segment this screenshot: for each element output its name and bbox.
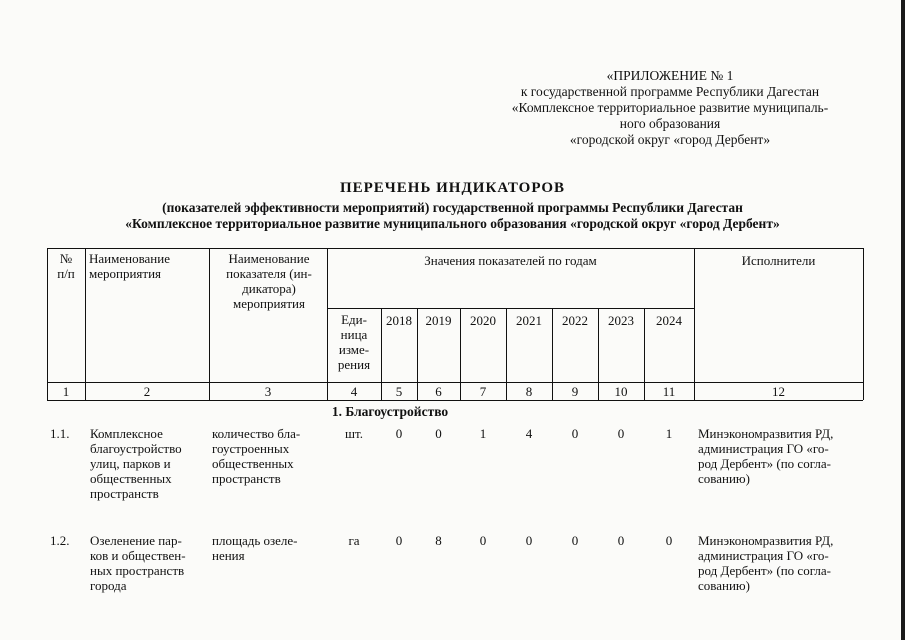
column-number-3: 3 (264, 384, 272, 399)
column-number-7: 7 (479, 384, 487, 399)
row-executor: Минэкономразвития РД, администрация ГО «го- род Дербент» (по согла- сованию) (698, 426, 834, 486)
column-number-4: 4 (350, 384, 358, 399)
header-year-2024: 2024 (656, 313, 682, 328)
row-value-2020: 0 (479, 533, 487, 548)
header-executors: Исполнители (741, 253, 816, 268)
row-number: 1.2. (50, 533, 70, 548)
row-value-2019: 0 (435, 426, 442, 441)
header-year-2022: 2022 (562, 313, 588, 328)
row-unit: шт. (345, 426, 363, 441)
row-value-2023: 0 (617, 533, 625, 548)
column-number-10: 10 (614, 384, 628, 399)
scan-edge (901, 0, 905, 640)
document-subtitle-2: «Комплексное территориальное развитие муниципального образования «городской округ «город Дербент» (125, 216, 780, 231)
column-number-11: 11 (662, 384, 676, 399)
appendix-line-4: ного образования (619, 116, 721, 131)
row-value-2021: 0 (525, 533, 533, 548)
row-value-2022: 0 (571, 426, 579, 441)
row-value-2022: 0 (571, 533, 579, 548)
header-event: Наименование мероприятия (89, 251, 170, 281)
column-number-5: 5 (395, 384, 403, 399)
column-number-9: 9 (571, 384, 579, 399)
row-value-2024: 0 (665, 533, 673, 548)
header-unit: Еди- ница изме- рения (337, 312, 371, 372)
row-event: Озеленение пар- ков и обществен- ных пространств города (90, 533, 186, 593)
appendix-line-1: «ПРИЛОЖЕНИЕ № 1 (606, 68, 734, 83)
row-event: Комплексное благоустройство улиц, парков и общественных пространств (90, 426, 182, 501)
row-value-2021: 4 (525, 426, 533, 441)
row-value-2020: 1 (479, 426, 487, 441)
header-indicator: Наименование показателя (ин- дикатора) мероприятия (226, 251, 312, 311)
column-number-6: 6 (435, 384, 442, 399)
column-number-2: 2 (143, 384, 151, 399)
row-value-2024: 1 (665, 426, 673, 441)
appendix-line-3: «Комплексное территориальное развитие муниципаль- (511, 100, 829, 115)
header-year-2018: 2018 (386, 313, 412, 328)
row-executor: Минэкономразвития РД, администрация ГО «го- род Дербент» (по согла- сованию) (698, 533, 834, 593)
header-values-group: Значения показателей по годам (424, 253, 597, 268)
document-subtitle-1: (показателей эффективности мероприятий) государственной программы Республики Дагестан (162, 200, 743, 215)
header-year-2019: 2019 (425, 313, 452, 328)
row-indicator: количество бла- гоустроенных общественных пространств (212, 426, 301, 486)
row-unit: га (348, 533, 360, 548)
appendix-line-2: к государственной программе Республики Дагестан (520, 84, 820, 99)
header-year-2023: 2023 (608, 313, 634, 328)
row-indicator: площадь озеле- нения (212, 533, 298, 563)
header-year-2020: 2020 (470, 313, 496, 328)
row-value-2018: 0 (395, 426, 403, 441)
header-num: № п/п (57, 251, 75, 281)
row-value-2019: 8 (435, 533, 442, 548)
appendix-line-5: «городской округ «город Дербент» (569, 132, 771, 147)
document-title: ПЕРЕЧЕНЬ ИНДИКАТОРОВ (339, 180, 566, 196)
column-number-1: 1 (62, 384, 70, 399)
row-value-2018: 0 (395, 533, 403, 548)
header-year-2021: 2021 (516, 313, 542, 328)
column-number-8: 8 (525, 384, 533, 399)
appendix-block (470, 68, 870, 148)
section-title: 1. Благоустройство (331, 404, 449, 419)
row-value-2023: 0 (617, 426, 625, 441)
row-number: 1.1. (50, 426, 70, 441)
column-number-12: 12 (772, 384, 785, 399)
